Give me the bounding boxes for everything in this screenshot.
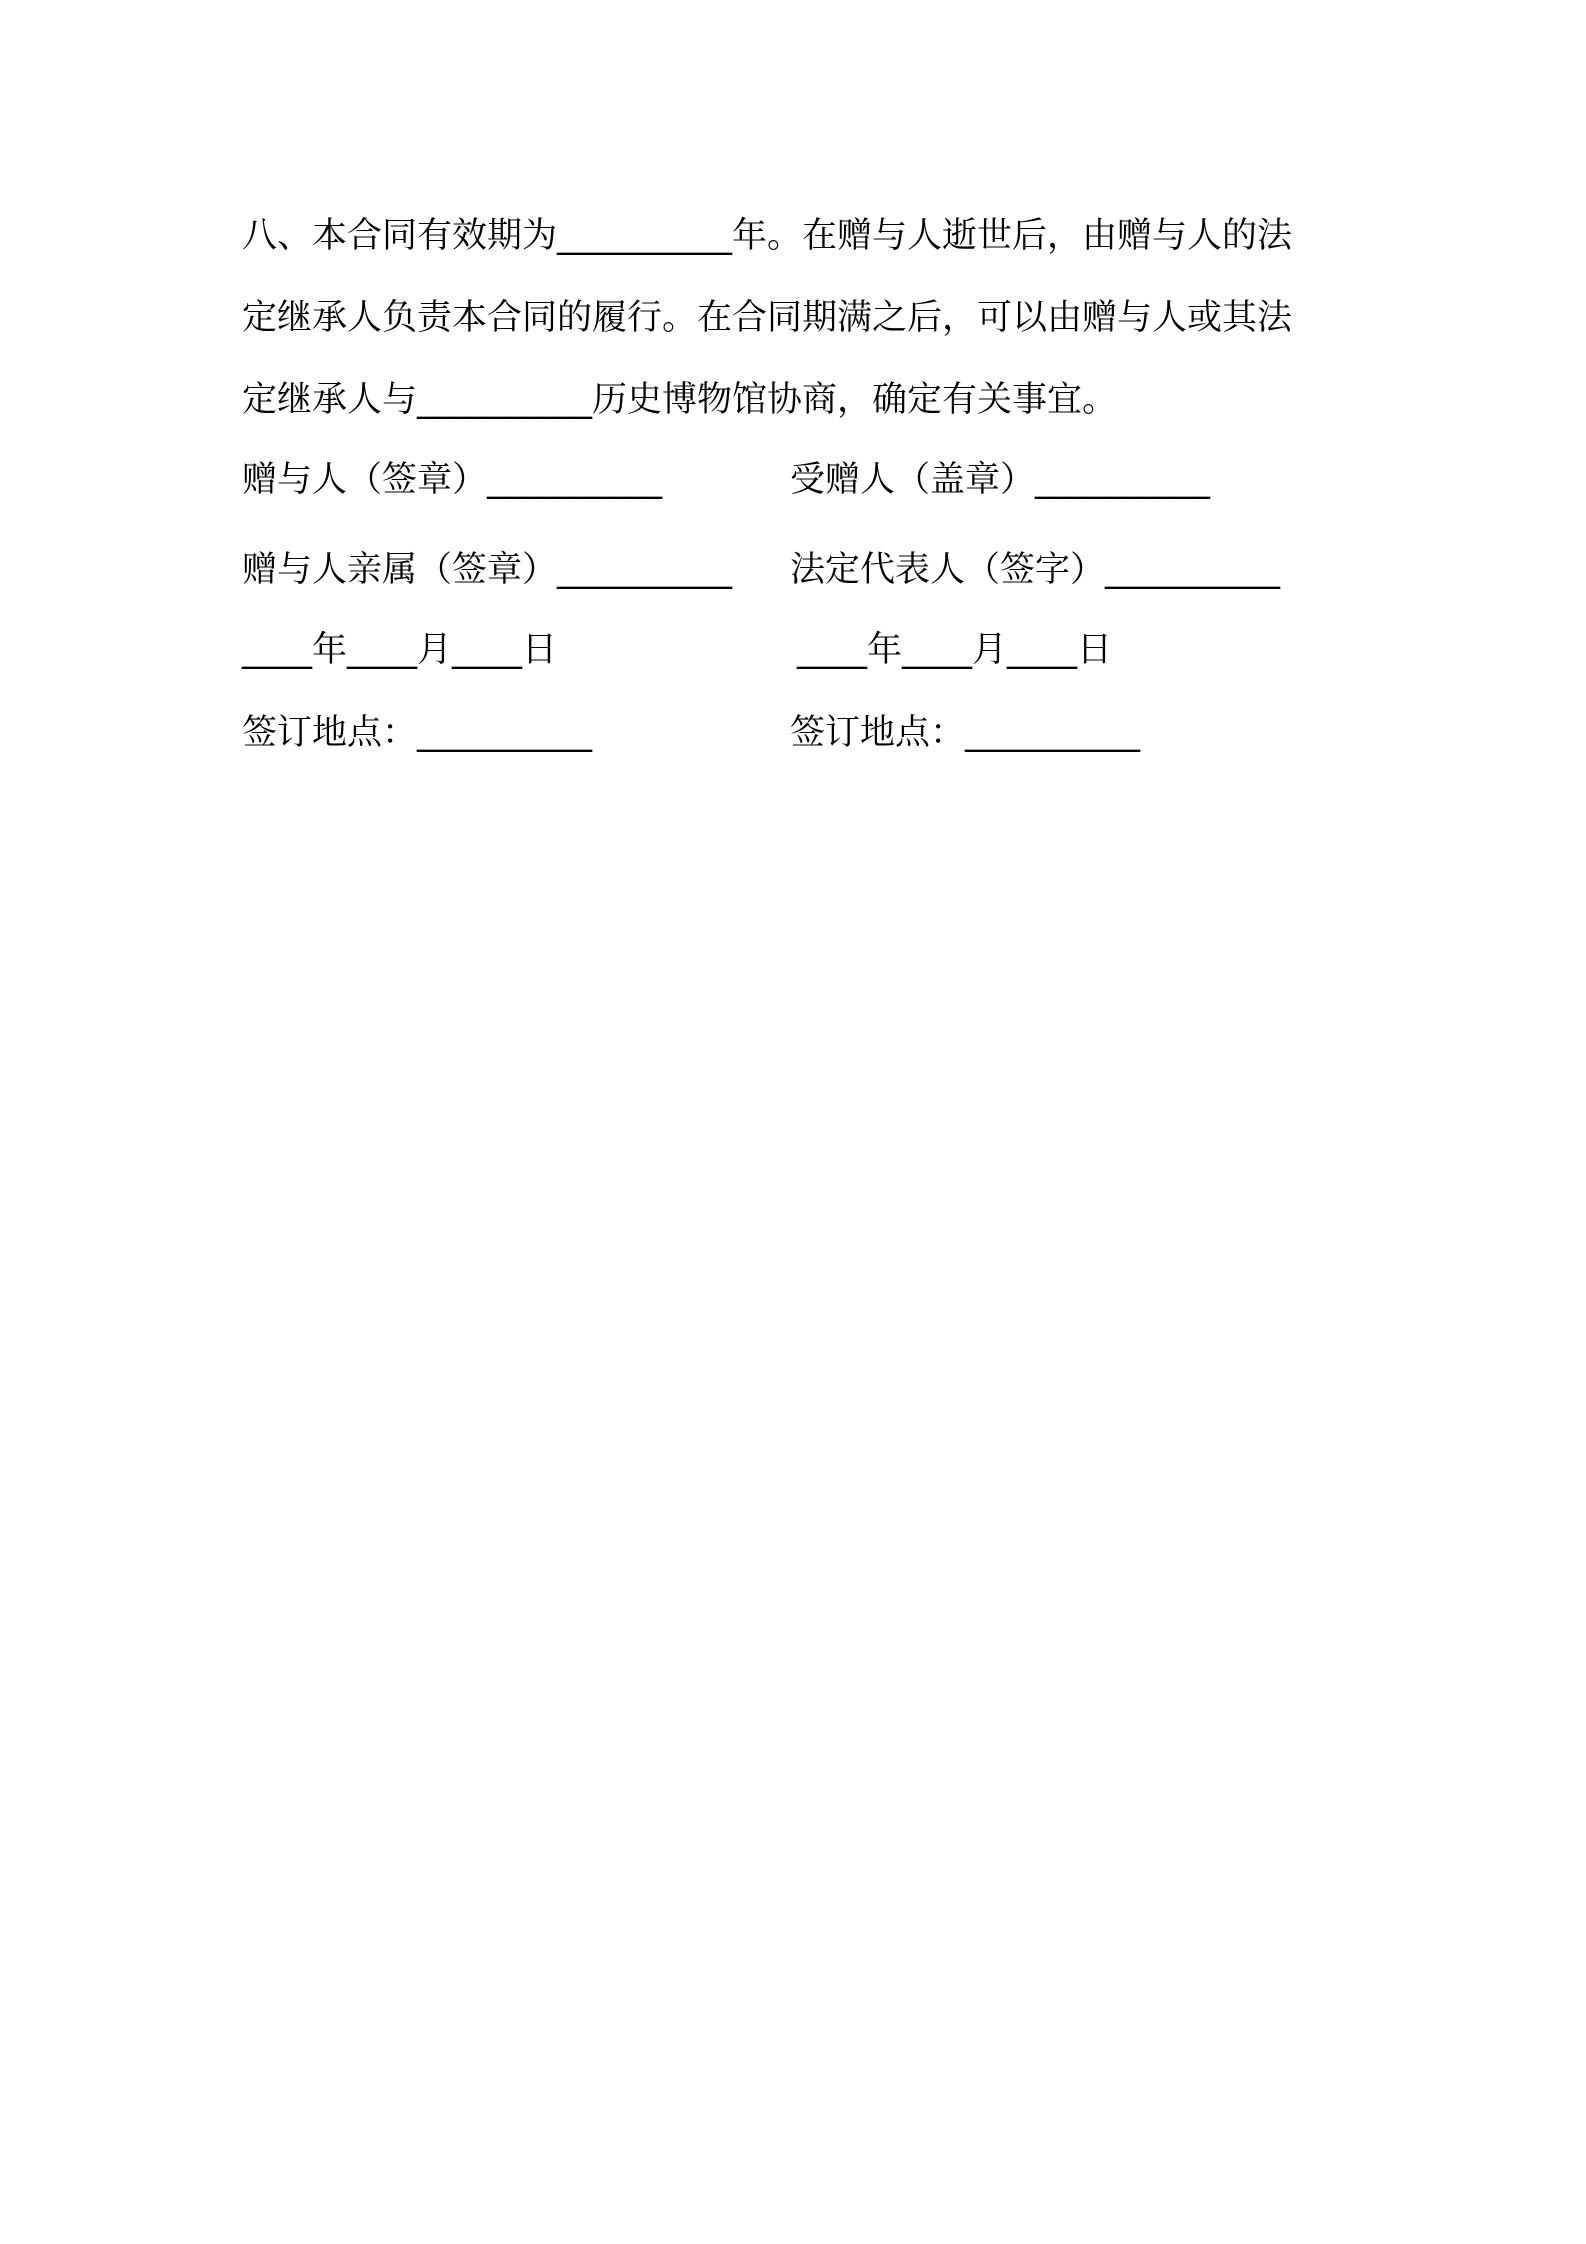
clause-line-3: 定继承人与__________历史博物馆协商，确定有关事宜。 (242, 380, 1118, 420)
donor-date-line: ____年____月____日 (242, 630, 558, 670)
clause-eight-paragraph (242, 195, 1362, 441)
clause-line-2: 定继承人负责本合同的履行。在合同期满之后，可以由赠与人或其法 (242, 298, 1293, 338)
donor-signature-line: 赠与人（签章）__________ (242, 460, 663, 500)
legal-representative-signature-line: 法定代表人（签字）__________ (790, 550, 1281, 590)
donor-relative-signature-line: 赠与人亲属（签章）__________ (242, 550, 733, 590)
clause-line-1: 八、本合同有效期为__________年。在赠与人逝世后，由赠与人的法 (242, 216, 1293, 256)
recipient-seal-line: 受赠人（盖章）__________ (790, 460, 1211, 500)
recipient-date-line: ____年____月____日 (797, 630, 1113, 670)
donor-signing-place-line: 签订地点：__________ (242, 713, 593, 753)
recipient-signing-place-line: 签订地点：__________ (790, 713, 1141, 753)
